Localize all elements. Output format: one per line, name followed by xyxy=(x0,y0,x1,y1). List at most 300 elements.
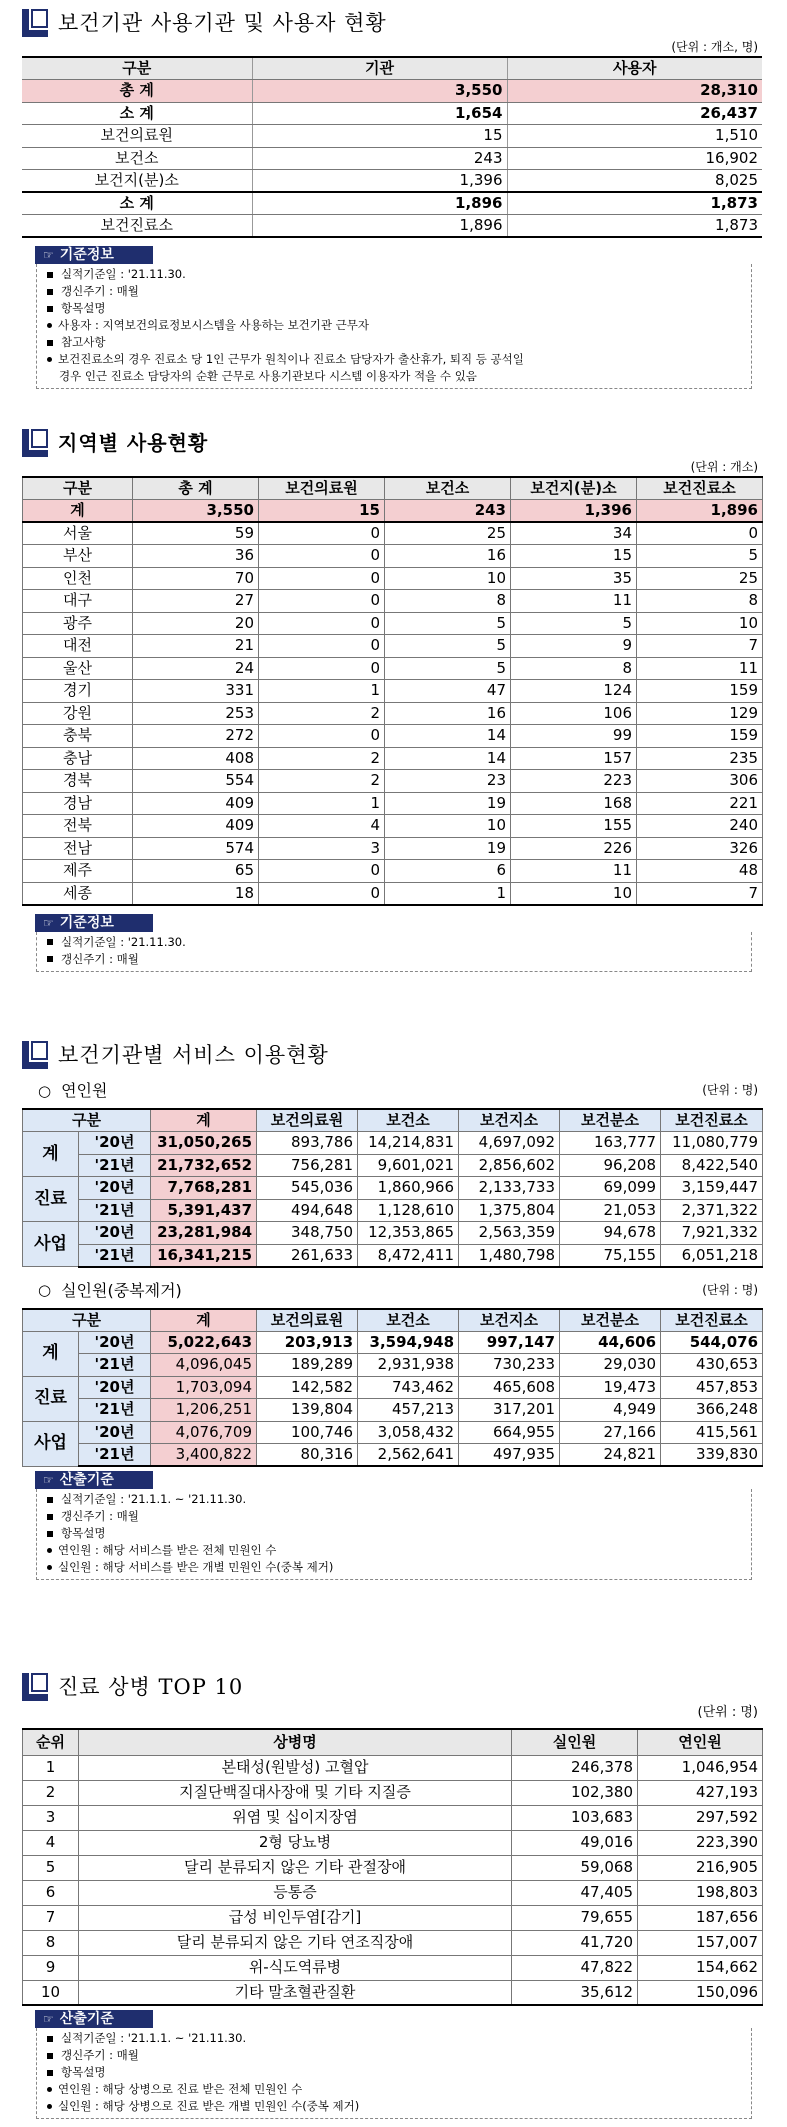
row-label: 전북 xyxy=(23,815,133,838)
cell-value: 47,822 xyxy=(512,1955,638,1980)
cell-value: 29,030 xyxy=(560,1354,661,1377)
cell-value: 0 xyxy=(259,567,385,590)
cell-value: 25 xyxy=(385,522,511,545)
cell-value: 2 xyxy=(259,702,385,725)
disease-name: 달리 분류되지 않은 기타 관절장애 xyxy=(79,1855,512,1880)
info-text: 항목설명 xyxy=(61,301,106,315)
cell-value: 23,281,984 xyxy=(151,1222,257,1245)
cell-value: 10 xyxy=(385,815,511,838)
cell-value: 216,905 xyxy=(638,1855,763,1880)
cell-value: 11 xyxy=(511,590,637,613)
rank: 10 xyxy=(23,1980,79,2005)
table-row xyxy=(22,147,762,170)
cell-value: 0 xyxy=(259,545,385,568)
col-header: 계 xyxy=(151,1309,257,1332)
table-row xyxy=(22,215,762,238)
cell-value: 1,396 xyxy=(511,500,637,523)
year-label: '20년 xyxy=(79,1177,151,1200)
cell-value: 203,913 xyxy=(257,1331,358,1354)
cell-value: 246,378 xyxy=(512,1755,638,1780)
cell-value: 465,608 xyxy=(459,1376,560,1399)
group-label: 계 xyxy=(23,1331,79,1376)
col-header: 실인원 xyxy=(512,1729,638,1755)
cell-value: 96,208 xyxy=(560,1154,661,1177)
info-box xyxy=(36,2011,752,2119)
info-line xyxy=(37,2047,751,2064)
cell-value: 497,935 xyxy=(459,1444,560,1467)
rank: 5 xyxy=(23,1855,79,1880)
table-row xyxy=(23,702,763,725)
square-bullet-icon xyxy=(47,1497,53,1503)
table-row xyxy=(23,1354,763,1377)
cell-value: 272 xyxy=(133,725,259,748)
group-label: 계 xyxy=(23,1132,79,1177)
cell-value: 457,853 xyxy=(661,1376,763,1399)
cell-value: 79,655 xyxy=(512,1905,638,1930)
cell-value: 1 xyxy=(385,882,511,905)
cell-value: 221 xyxy=(637,792,763,815)
row-label: 소 계 xyxy=(22,102,252,125)
cell-value: 7,921,332 xyxy=(661,1222,763,1245)
table-row xyxy=(22,102,762,125)
unit-label: (단위 : 개소) xyxy=(690,460,758,474)
row-label: 경남 xyxy=(23,792,133,815)
table-row xyxy=(23,612,763,635)
cell-value: 11,080,779 xyxy=(661,1132,763,1155)
info-text: 갱신주기 : 매월 xyxy=(61,1509,139,1523)
table-row xyxy=(23,1905,763,1930)
section-title-text: 진료 상병 TOP 10 xyxy=(58,1674,244,1699)
row-label: 서울 xyxy=(23,522,133,545)
disease-name: 지질단백질대사장애 및 기타 지질증 xyxy=(79,1780,512,1805)
table-row xyxy=(23,792,763,815)
cell-value: 187,656 xyxy=(638,1905,763,1930)
info-text: 갱신주기 : 매월 xyxy=(61,284,139,298)
info-text: 실인원 : 해당 서비스를 받은 개별 민원인 수(중복 제거) xyxy=(58,1560,334,1574)
table-row xyxy=(23,1421,763,1444)
info-tag-label: 기준정보 xyxy=(59,247,114,263)
pointing-hand-icon: ☞ xyxy=(43,1473,54,1487)
year-label: '21년 xyxy=(79,1154,151,1177)
col-header: 보건진료소 xyxy=(661,1309,763,1332)
col-header: 보건지소 xyxy=(459,1309,560,1332)
cell-value: 8,025 xyxy=(507,170,762,193)
cell-value: 1,703,094 xyxy=(151,1376,257,1399)
cell-value: 7,768,281 xyxy=(151,1177,257,1200)
info-text: 실적기준일 : '21.1.1. ~ '21.11.30. xyxy=(61,2031,247,2045)
cell-value: 15 xyxy=(252,125,507,148)
section-title xyxy=(22,1672,762,1702)
subsection-title xyxy=(22,1078,762,1104)
unit-label: (단위 : 개소, 명) xyxy=(671,40,758,54)
cell-value: 10 xyxy=(385,567,511,590)
pointing-hand-icon: ☞ xyxy=(43,2012,54,2026)
year-label: '20년 xyxy=(79,1331,151,1354)
info-text: 실인원 : 해당 상병으로 진료 받은 개별 민원인 수(중복 제거) xyxy=(58,2099,360,2113)
cell-value: 0 xyxy=(259,725,385,748)
table-row xyxy=(23,815,763,838)
cell-value: 2,371,322 xyxy=(661,1199,763,1222)
section-title xyxy=(22,8,762,38)
section-institutions-users xyxy=(22,8,762,389)
regional-table xyxy=(22,476,763,906)
col-header: 사용자 xyxy=(507,57,762,80)
cell-value: 2,133,733 xyxy=(459,1177,560,1200)
group-label: 사업 xyxy=(23,1421,79,1466)
square-bullet-icon xyxy=(47,1531,53,1537)
cell-value: 1,396 xyxy=(252,170,507,193)
cell-value: 75,155 xyxy=(560,1244,661,1267)
cell-value: 100,746 xyxy=(257,1421,358,1444)
group-label: 사업 xyxy=(23,1222,79,1267)
table-row xyxy=(23,657,763,680)
cell-value: 2 xyxy=(259,770,385,793)
info-text: 연인원 : 해당 상병으로 진료 받은 전체 민원인 수 xyxy=(58,2082,303,2096)
year-label: '20년 xyxy=(79,1376,151,1399)
col-header: 보건진료소 xyxy=(637,477,763,500)
cell-value: 19,473 xyxy=(560,1376,661,1399)
info-text: 항목설명 xyxy=(61,2065,106,2079)
table-row xyxy=(23,725,763,748)
cell-value: 21 xyxy=(133,635,259,658)
cell-value: 24 xyxy=(133,657,259,680)
section-title xyxy=(22,1040,762,1070)
table-row xyxy=(23,1154,763,1177)
section-bullet-icon xyxy=(22,1673,48,1701)
cell-value: 31,050,265 xyxy=(151,1132,257,1155)
cell-value: 15 xyxy=(259,500,385,523)
info-tag-label: 산출기준 xyxy=(59,1472,114,1488)
year-label: '21년 xyxy=(79,1444,151,1467)
cell-value: 2,563,359 xyxy=(459,1222,560,1245)
cell-value: 997,147 xyxy=(459,1331,560,1354)
cell-value: 10 xyxy=(511,882,637,905)
cell-value: 157,007 xyxy=(638,1930,763,1955)
table-row xyxy=(23,1222,763,1245)
cell-value: 339,830 xyxy=(661,1444,763,1467)
table-row xyxy=(23,590,763,613)
cell-value: 1,206,251 xyxy=(151,1399,257,1422)
cell-value: 730,233 xyxy=(459,1354,560,1377)
table-row xyxy=(22,80,762,103)
rank: 1 xyxy=(23,1755,79,1780)
info-line xyxy=(37,334,751,351)
year-label: '20년 xyxy=(79,1421,151,1444)
info-text: 실적기준일 : '21.1.1. ~ '21.11.30. xyxy=(61,1492,247,1506)
cell-value: 44,606 xyxy=(560,1331,661,1354)
cell-value: 198,803 xyxy=(638,1880,763,1905)
table-row xyxy=(23,1444,763,1467)
cell-value: 8,422,540 xyxy=(661,1154,763,1177)
cell-value: 5,022,643 xyxy=(151,1331,257,1354)
square-bullet-icon xyxy=(47,289,53,295)
info-tag-label: 기준정보 xyxy=(59,914,114,931)
info-box xyxy=(36,914,752,972)
row-label: 소 계 xyxy=(22,192,252,215)
col-header: 보건진료소 xyxy=(661,1109,763,1132)
rank: 7 xyxy=(23,1905,79,1930)
info-line xyxy=(37,1491,751,1508)
dot-bullet-icon xyxy=(47,2104,52,2109)
col-header: 연인원 xyxy=(638,1729,763,1755)
table-row xyxy=(22,125,762,148)
cell-value: 9 xyxy=(511,635,637,658)
row-label: 보건진료소 xyxy=(22,215,252,238)
cell-value: 664,955 xyxy=(459,1421,560,1444)
cell-value: 4,949 xyxy=(560,1399,661,1422)
table-row xyxy=(23,1755,763,1780)
institutions-table xyxy=(22,56,762,238)
cell-value: 48 xyxy=(637,860,763,883)
info-line xyxy=(37,951,751,968)
cell-value: 25 xyxy=(637,567,763,590)
cell-value: 7 xyxy=(637,882,763,905)
col-header: 총 계 xyxy=(133,477,259,500)
cell-value: 0 xyxy=(259,635,385,658)
cell-value: 157 xyxy=(511,747,637,770)
info-text: 보건진료소의 경우 진료소 당 1인 근무가 원칙이나 진료소 담당자가 출산휴가, 퇴직 등 공석일 xyxy=(58,352,524,366)
cell-value: 20 xyxy=(133,612,259,635)
row-label: 제주 xyxy=(23,860,133,883)
year-label: '20년 xyxy=(79,1132,151,1155)
square-bullet-icon xyxy=(47,306,53,312)
info-line xyxy=(37,351,751,368)
cell-value: 756,281 xyxy=(257,1154,358,1177)
cell-value: 8 xyxy=(511,657,637,680)
cell-value: 3,594,948 xyxy=(358,1331,459,1354)
cell-value: 3,400,822 xyxy=(151,1444,257,1467)
info-line xyxy=(37,266,751,283)
cell-value: 1,873 xyxy=(507,192,762,215)
section-title-text: 보건기관 사용기관 및 사용자 현황 xyxy=(58,10,387,35)
cell-value: 1,896 xyxy=(637,500,763,523)
col-header: 보건소 xyxy=(385,477,511,500)
table-row xyxy=(23,1199,763,1222)
table-row xyxy=(22,170,762,193)
section-bullet-icon xyxy=(22,9,48,37)
cell-value: 16 xyxy=(385,545,511,568)
cell-value: 743,462 xyxy=(358,1376,459,1399)
cell-value: 1,896 xyxy=(252,215,507,238)
cell-value: 155 xyxy=(511,815,637,838)
row-label: 인천 xyxy=(23,567,133,590)
info-line xyxy=(37,2098,751,2115)
cell-value: 35,612 xyxy=(512,1980,638,2005)
cell-value: 893,786 xyxy=(257,1132,358,1155)
cell-value: 235 xyxy=(637,747,763,770)
year-label: '21년 xyxy=(79,1354,151,1377)
table-row xyxy=(23,1805,763,1830)
cell-value: 142,582 xyxy=(257,1376,358,1399)
cell-value: 26,437 xyxy=(507,102,762,125)
cell-value: 18 xyxy=(133,882,259,905)
cell-value: 21,732,652 xyxy=(151,1154,257,1177)
cell-value: 430,653 xyxy=(661,1354,763,1377)
cell-value: 1 xyxy=(259,680,385,703)
rank: 8 xyxy=(23,1930,79,1955)
cell-value: 163,777 xyxy=(560,1132,661,1155)
cell-value: 1,375,804 xyxy=(459,1199,560,1222)
cell-value: 154,662 xyxy=(638,1955,763,1980)
info-tag xyxy=(35,2010,153,2028)
row-label: 보건의료원 xyxy=(22,125,252,148)
info-text: 경우 인근 진료소 담당자의 순환 근무로 사용기관보다 시스템 이용자가 적을 수 있음 xyxy=(59,369,477,383)
cell-value: 1 xyxy=(259,792,385,815)
rank: 3 xyxy=(23,1805,79,1830)
table-row xyxy=(23,545,763,568)
cell-value: 99 xyxy=(511,725,637,748)
table-row xyxy=(23,567,763,590)
info-text: 항목설명 xyxy=(61,1526,106,1540)
info-line xyxy=(37,368,751,385)
row-label: 경기 xyxy=(23,680,133,703)
square-bullet-icon xyxy=(47,939,53,945)
square-bullet-icon xyxy=(47,2036,53,2042)
cell-value: 35 xyxy=(511,567,637,590)
cell-value: 297,592 xyxy=(638,1805,763,1830)
year-label: '21년 xyxy=(79,1244,151,1267)
table-row xyxy=(22,192,762,215)
circle-bullet-icon: ○ xyxy=(38,1281,52,1299)
info-tag xyxy=(35,1471,153,1489)
cell-value: 1,128,610 xyxy=(358,1199,459,1222)
table-row xyxy=(23,1244,763,1267)
col-header: 기관 xyxy=(252,57,507,80)
cell-value: 5 xyxy=(385,612,511,635)
cell-value: 4,076,709 xyxy=(151,1421,257,1444)
cell-value: 0 xyxy=(259,882,385,905)
cell-value: 554 xyxy=(133,770,259,793)
cell-value: 366,248 xyxy=(661,1399,763,1422)
cell-value: 19 xyxy=(385,837,511,860)
row-label: 강원 xyxy=(23,702,133,725)
section-bullet-icon xyxy=(22,1041,48,1069)
cell-value: 0 xyxy=(259,612,385,635)
cell-value: 7 xyxy=(637,635,763,658)
square-bullet-icon xyxy=(47,2053,53,2059)
row-label: 충북 xyxy=(23,725,133,748)
row-label: 충남 xyxy=(23,747,133,770)
info-line xyxy=(37,2081,751,2098)
row-label: 광주 xyxy=(23,612,133,635)
info-text: 실적기준일 : '21.11.30. xyxy=(61,267,186,281)
cell-value: 3,159,447 xyxy=(661,1177,763,1200)
cell-value: 4,096,045 xyxy=(151,1354,257,1377)
cell-value: 16,341,215 xyxy=(151,1244,257,1267)
cell-value: 12,353,865 xyxy=(358,1222,459,1245)
disease-name: 급성 비인두염[감기] xyxy=(79,1905,512,1930)
cell-value: 1,873 xyxy=(507,215,762,238)
disease-name: 기타 말초혈관질환 xyxy=(79,1980,512,2005)
group-label: 진료 xyxy=(23,1177,79,1222)
cell-value: 168 xyxy=(511,792,637,815)
row-label: 울산 xyxy=(23,657,133,680)
table-row xyxy=(23,770,763,793)
cell-value: 129 xyxy=(637,702,763,725)
col-header: 보건분소 xyxy=(560,1109,661,1132)
disease-name: 위-식도역류병 xyxy=(79,1955,512,1980)
section-regional-usage xyxy=(22,428,762,972)
pointing-hand-icon: ☞ xyxy=(43,915,54,930)
cell-value: 223 xyxy=(511,770,637,793)
col-header: 보건의료원 xyxy=(259,477,385,500)
table-row xyxy=(23,1376,763,1399)
cell-value: 574 xyxy=(133,837,259,860)
cell-value: 65 xyxy=(133,860,259,883)
cell-value: 124 xyxy=(511,680,637,703)
cell-value: 0 xyxy=(637,522,763,545)
table-row xyxy=(23,882,763,905)
cell-value: 306 xyxy=(637,770,763,793)
cell-value: 243 xyxy=(252,147,507,170)
info-text: 갱신주기 : 매월 xyxy=(61,2048,139,2062)
cell-value: 102,380 xyxy=(512,1780,638,1805)
cell-value: 103,683 xyxy=(512,1805,638,1830)
square-bullet-icon xyxy=(47,340,53,346)
cell-value: 5 xyxy=(385,657,511,680)
cell-value: 408 xyxy=(133,747,259,770)
table-row xyxy=(23,1830,763,1855)
section-title-text: 지역별 사용현황 xyxy=(58,431,209,455)
info-text: 갱신주기 : 매월 xyxy=(61,951,139,966)
row-label: 경북 xyxy=(23,770,133,793)
cell-value: 189,289 xyxy=(257,1354,358,1377)
row-label: 대전 xyxy=(23,635,133,658)
col-header: 보건의료원 xyxy=(257,1109,358,1132)
subsection-title-text: 연인원 xyxy=(61,1081,108,1100)
cell-value: 1,860,966 xyxy=(358,1177,459,1200)
cell-value: 2 xyxy=(259,747,385,770)
pointing-hand-icon: ☞ xyxy=(43,248,54,262)
row-label: 세종 xyxy=(23,882,133,905)
table-row xyxy=(23,860,763,883)
cell-value: 28,310 xyxy=(507,80,762,103)
cell-value: 4,697,092 xyxy=(459,1132,560,1155)
col-header: 상병명 xyxy=(79,1729,512,1755)
cell-value: 317,201 xyxy=(459,1399,560,1422)
table-row xyxy=(23,1399,763,1422)
info-text: 참고사항 xyxy=(61,335,106,349)
cell-value: 457,213 xyxy=(358,1399,459,1422)
cell-value: 243 xyxy=(385,500,511,523)
cell-value: 415,561 xyxy=(661,1421,763,1444)
year-label: '21년 xyxy=(79,1199,151,1222)
cell-value: 59 xyxy=(133,522,259,545)
section-bullet-icon xyxy=(22,429,48,457)
disease-name: 달리 분류되지 않은 기타 연조직장애 xyxy=(79,1930,512,1955)
col-header: 구분 xyxy=(23,1109,151,1132)
cell-value: 5 xyxy=(637,545,763,568)
row-label: 총 계 xyxy=(22,80,252,103)
row-label: 전남 xyxy=(23,837,133,860)
cell-value: 2,856,602 xyxy=(459,1154,560,1177)
rank: 6 xyxy=(23,1880,79,1905)
dot-bullet-icon xyxy=(47,1565,52,1570)
cell-value: 15 xyxy=(511,545,637,568)
subsection-title xyxy=(22,1278,762,1304)
cell-value: 23 xyxy=(385,770,511,793)
cell-value: 14,214,831 xyxy=(358,1132,459,1155)
col-header: 구분 xyxy=(23,1309,151,1332)
info-tag xyxy=(35,914,153,932)
cell-value: 0 xyxy=(259,522,385,545)
info-line xyxy=(37,2064,751,2081)
row-label: 보건지(분)소 xyxy=(22,170,252,193)
cell-value: 494,648 xyxy=(257,1199,358,1222)
cell-value: 1,654 xyxy=(252,102,507,125)
rank: 2 xyxy=(23,1780,79,1805)
cell-value: 41,720 xyxy=(512,1930,638,1955)
